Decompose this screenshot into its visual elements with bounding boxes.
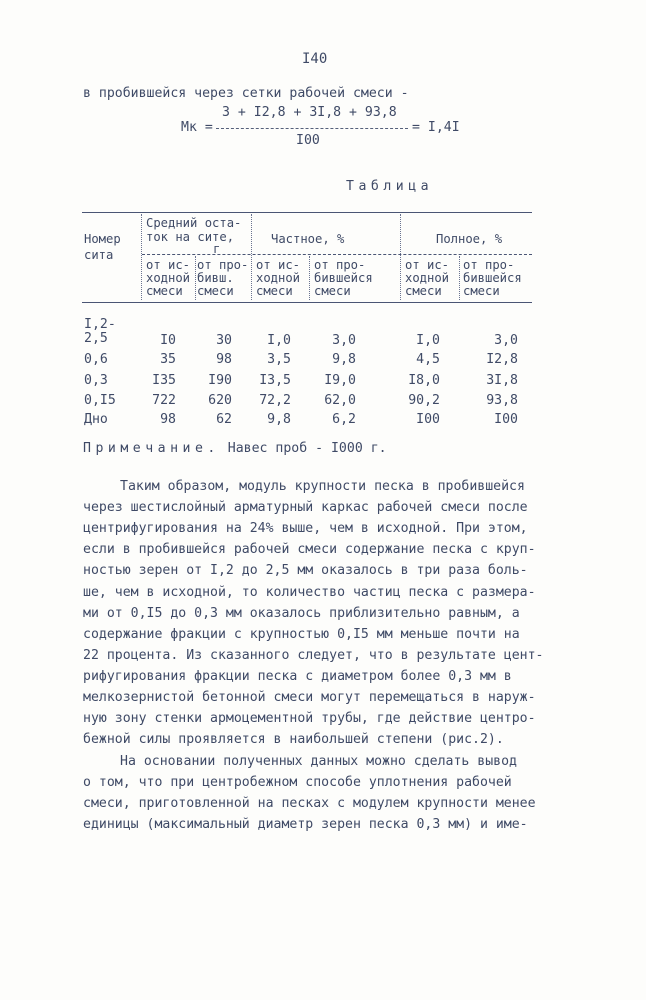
subheader-partial-broken-1: от про- [314,258,366,272]
paragraph-line: через шестислойный арматурный каркас рабочей смеси после [83,500,528,515]
table-cell: 722 [152,393,176,408]
table-cell: 62 [216,412,232,427]
subheader-full-broken-1: от про- [463,258,515,272]
subheader-partial-initial-3: смеси [256,284,293,298]
subheader-full-initial-1: от ис- [405,258,450,272]
table-cell: 3,0 [332,333,356,348]
table-cell: 3,0 [494,333,518,348]
table-subheader-rule [142,254,532,255]
table-cell: 620 [208,393,232,408]
subheader-avg-broken-3: смеси [197,284,234,298]
subheader-partial-broken-2: бившейся [314,271,373,285]
header-full: Полное, % [436,232,503,246]
paragraph-line: бежной силы проявляется в наибольшей степени (рис.2). [83,732,504,747]
table-cell: I3,5 [259,373,291,388]
subheader-partial-initial-1: от ис- [256,258,301,272]
paragraph-line: мелкозернистой бетонной смеси могут перемещаться в наруж- [83,690,536,705]
table-cell: I00 [494,412,518,427]
paragraph-line: 22 процента. Из сказанного следует, что в результате цент- [83,648,544,663]
col-sep [195,256,196,300]
header-number-line1: Номер [84,232,121,246]
table-cell: I8,0 [408,373,440,388]
sieve-label: 0,I5 [84,393,116,408]
paragraph-line: смеси, приготовленной на песках с модулем крупности менее [83,796,536,811]
subheader-full-broken-2: бившейся [463,271,522,285]
table-cell: I00 [416,412,440,427]
paragraph-line: ми от 0,I5 до 0,3 мм оказалось приблизительно равным, а [83,606,520,621]
subheader-full-broken-3: смеси [463,284,500,298]
sieve-label: I,2- [84,317,116,332]
table-cell: I,0 [267,333,291,348]
table-cell: 72,2 [259,393,291,408]
paragraph-line: о том, что при центробежном способе уплотнения рабочей [83,775,512,790]
col-sep [400,214,401,300]
header-avg-residue-line2: ток на сите, [146,230,235,244]
col-sep [459,256,460,300]
formula-denominator: I00 [296,133,320,148]
paragraph-line: Таким образом, модуль крупности песка в пробившейся [120,479,525,494]
subheader-full-initial-2: ходной [405,271,450,285]
table-header-bottom-rule [82,302,532,303]
note-text: Навес проб - I000 г. [219,441,387,456]
table-cell: 30 [216,333,232,348]
formula-numerator: 3 + I2,8 + 3I,8 + 93,8 [222,105,397,120]
paragraph-line: если в пробившейся рабочей смеси содержание песка с круп- [83,542,536,557]
sieve-label: 0,6 [84,352,108,367]
table-cell: 4,5 [416,352,440,367]
table-cell: 90,2 [408,393,440,408]
paragraph-line: содержание фракции с крупностью 0,I5 мм меньше почти на [83,627,520,642]
sieve-label: Дно [84,412,108,427]
table-cell: 62,0 [324,393,356,408]
table-caption: Таблица [346,179,434,194]
header-partial: Частное, % [271,232,345,246]
table-cell: 35 [160,352,176,367]
subheader-avg-initial-2: ходной [146,271,191,285]
subheader-full-initial-3: смеси [405,284,442,298]
subheader-partial-broken-3: смеси [314,284,351,298]
paragraph-line: единицы (максимальный диаметр зерен песка 0,3 мм) и име- [83,817,528,832]
table-cell: 9,8 [267,412,291,427]
table-note [83,441,387,456]
formula-intro: в пробившейся через сетки рабочей смеси - [83,86,409,101]
subheader-avg-initial-1: от ис- [146,258,191,272]
subheader-avg-broken-1: от про- [197,258,249,272]
table-cell: I,0 [416,333,440,348]
paragraph-line: ше, чем в исходной, то количество частиц песка с размера- [83,585,536,600]
table-cell: I35 [152,373,176,388]
col-sep [309,256,310,300]
table-cell: 6,2 [332,412,356,427]
paragraph-line: центрифугирования на 24% выше, чем в исходной. При этом, [83,521,528,536]
paragraph-line: ную зону стенки армоцементной трубы, где действие центро- [83,711,536,726]
sieve-label: 2,5 [84,331,108,346]
sieve-label: 0,3 [84,373,108,388]
table-cell: I9,0 [324,373,356,388]
subheader-avg-broken-2: бивш. [197,271,234,285]
formula-fraction-line [216,128,408,129]
table-top-rule [82,212,532,213]
header-avg-residue-line1: Средний оста- [146,216,242,230]
paragraph-line: рифугирования фракции песка с диаметром более 0,3 мм в [83,669,512,684]
header-number-line2: сита [84,248,114,262]
table-cell: 98 [216,352,232,367]
table-cell: 98 [160,412,176,427]
table-cell: 3I,8 [486,373,518,388]
table-cell: 93,8 [486,393,518,408]
formula-result: = I,4I [412,120,460,135]
col-sep [141,214,142,300]
header-avg-residue-line3: г [213,242,221,256]
table-cell: 9,8 [332,352,356,367]
table-cell: I90 [208,373,232,388]
table-cell: 3,5 [267,352,291,367]
page-number: I40 [302,51,328,67]
subheader-partial-initial-2: ходной [256,271,301,285]
paragraph-line: ностью зерен от I,2 до 2,5 мм оказалось в три раза боль- [83,563,528,578]
table-cell: I2,8 [486,352,518,367]
note-label: Примечание. [83,441,220,456]
paragraph-line: На основании полученных данных можно сделать вывод [120,754,517,769]
col-sep [251,214,252,300]
table-cell: I0 [160,333,176,348]
subheader-avg-initial-3: смеси [146,284,183,298]
formula-lhs: Мк = [181,120,213,135]
